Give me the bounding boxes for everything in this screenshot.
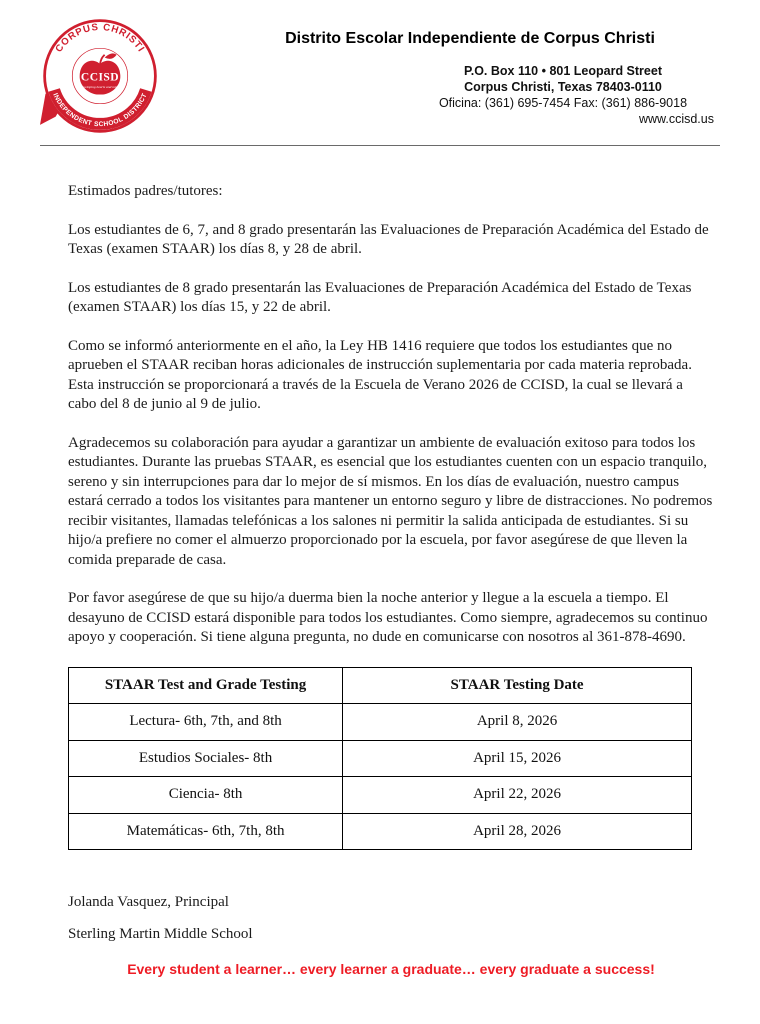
cell-test-name: Ciencia- 8th xyxy=(69,777,343,814)
table-header-row xyxy=(69,667,692,704)
cell-test-date: April 28, 2026 xyxy=(343,813,692,850)
website-link: www.ccisd.us xyxy=(638,112,714,126)
signature-block xyxy=(0,850,760,977)
letterhead xyxy=(0,0,760,140)
paragraph-3: Como se informó anteriormente en el año, la Ley HB 1416 requiere que todos los estudiantes que no aprueben el STAAR reciban horas adicionales de instrucción suplementaria por cada materia reprobada. Esta instrucción se proporcionará a través de la Escuela de Verano 2026 de CCISD, la cual se llevará a cabo del 8 de junio al 9 de julio. xyxy=(68,337,692,412)
salutation: Estimados padres/tutores: xyxy=(68,183,223,199)
logo-top-arc-text: CORPUS CHRISTI xyxy=(53,21,147,55)
paragraph-1: Los estudiantes de 6, 7, and 8 grado presentarán las Evaluaciones de Preparación Académica del Estado de Texas (examen STAAR) los días 8, y 28 de abril. xyxy=(68,221,709,257)
table-row xyxy=(69,777,692,814)
column-header-test: STAAR Test and Grade Testing xyxy=(69,667,343,704)
district-title: Distrito Escolar Independiente de Corpus Christi xyxy=(285,30,655,47)
cell-test-date: April 15, 2026 xyxy=(343,740,692,777)
address-line-2: Corpus Christi, Texas 78403-0110 xyxy=(464,80,662,94)
ccisd-logo xyxy=(40,16,160,136)
cell-test-name: Estudios Sociales- 8th xyxy=(69,740,343,777)
column-header-date: STAAR Testing Date xyxy=(343,667,692,704)
logo-tagline-text: Developing hearts and minds xyxy=(79,85,121,89)
table-row xyxy=(69,813,692,850)
cell-test-name: Lectura- 6th, 7th, and 8th xyxy=(69,704,343,741)
table-row xyxy=(69,704,692,741)
paragraph-2: Los estudiantes de 8 grado presentarán las Evaluaciones de Preparación Académica del Estado de Texas (examen STAAR) los días 15, y 22 de abril. xyxy=(68,279,692,315)
logo-center-text: CCISD xyxy=(80,71,120,84)
staar-schedule-table xyxy=(68,667,692,851)
district-slogan: Every student a learner… every learner a graduate… every graduate a success! xyxy=(127,961,655,977)
address-block xyxy=(412,63,714,127)
school-name: Sterling Martin Middle School xyxy=(68,926,253,942)
cell-test-date: April 22, 2026 xyxy=(343,777,692,814)
cell-test-name: Matemáticas- 6th, 7th, 8th xyxy=(69,813,343,850)
paragraph-4: Agradecemos su colaboración para ayudar a garantizar un ambiente de evaluación exitoso para todos los estudiantes. Durante las pruebas STAAR, es esencial que los estudiantes cuenten con un espacio tranquilo, sereno y sin interrupciones para dar lo mejor de sí mismos. En los días de evaluación, nuestro campus estará cerrado a todos los visitantes para mantener un entorno seguro y libre de distracciones. No podremos recibir visitantes, llamadas telefónicas a los salones ni permitir la salida anticipada de estudiantes. Si su hijo/a prefiere no comer el almuerzo proporcionado por la escuela, por favor asegúrese de que lleven la comida preparade de casa. xyxy=(68,434,713,568)
letterhead-text-block xyxy=(160,16,720,127)
paragraph-5: Por favor asegúrese de que su hijo/a duerma bien la noche anterior y llegue a la escuela a tiempo. El desayuno de CCISD estará disponible para todos los estudiantes. Como siempre, agradecemos su continuo apoyo y cooperación. Si tiene alguna pregunta, no dude en comunicarse con nosotros al 361-878-4690. xyxy=(68,590,708,645)
logo-bottom-arc-text: INDEPENDENT SCHOOL DISTRICT xyxy=(51,92,149,129)
phone-fax-line: Oficina: (361) 695-7454 Fax: (361) 886-9018 xyxy=(438,96,688,110)
ccisd-logo-seal xyxy=(40,16,160,136)
table-row xyxy=(69,740,692,777)
letter-body xyxy=(0,146,760,850)
cell-test-date: April 8, 2026 xyxy=(343,704,692,741)
principal-name: Jolanda Vasquez, Principal xyxy=(68,894,229,910)
address-line-1: P.O. Box 110 • 801 Leopard Street xyxy=(464,64,662,78)
